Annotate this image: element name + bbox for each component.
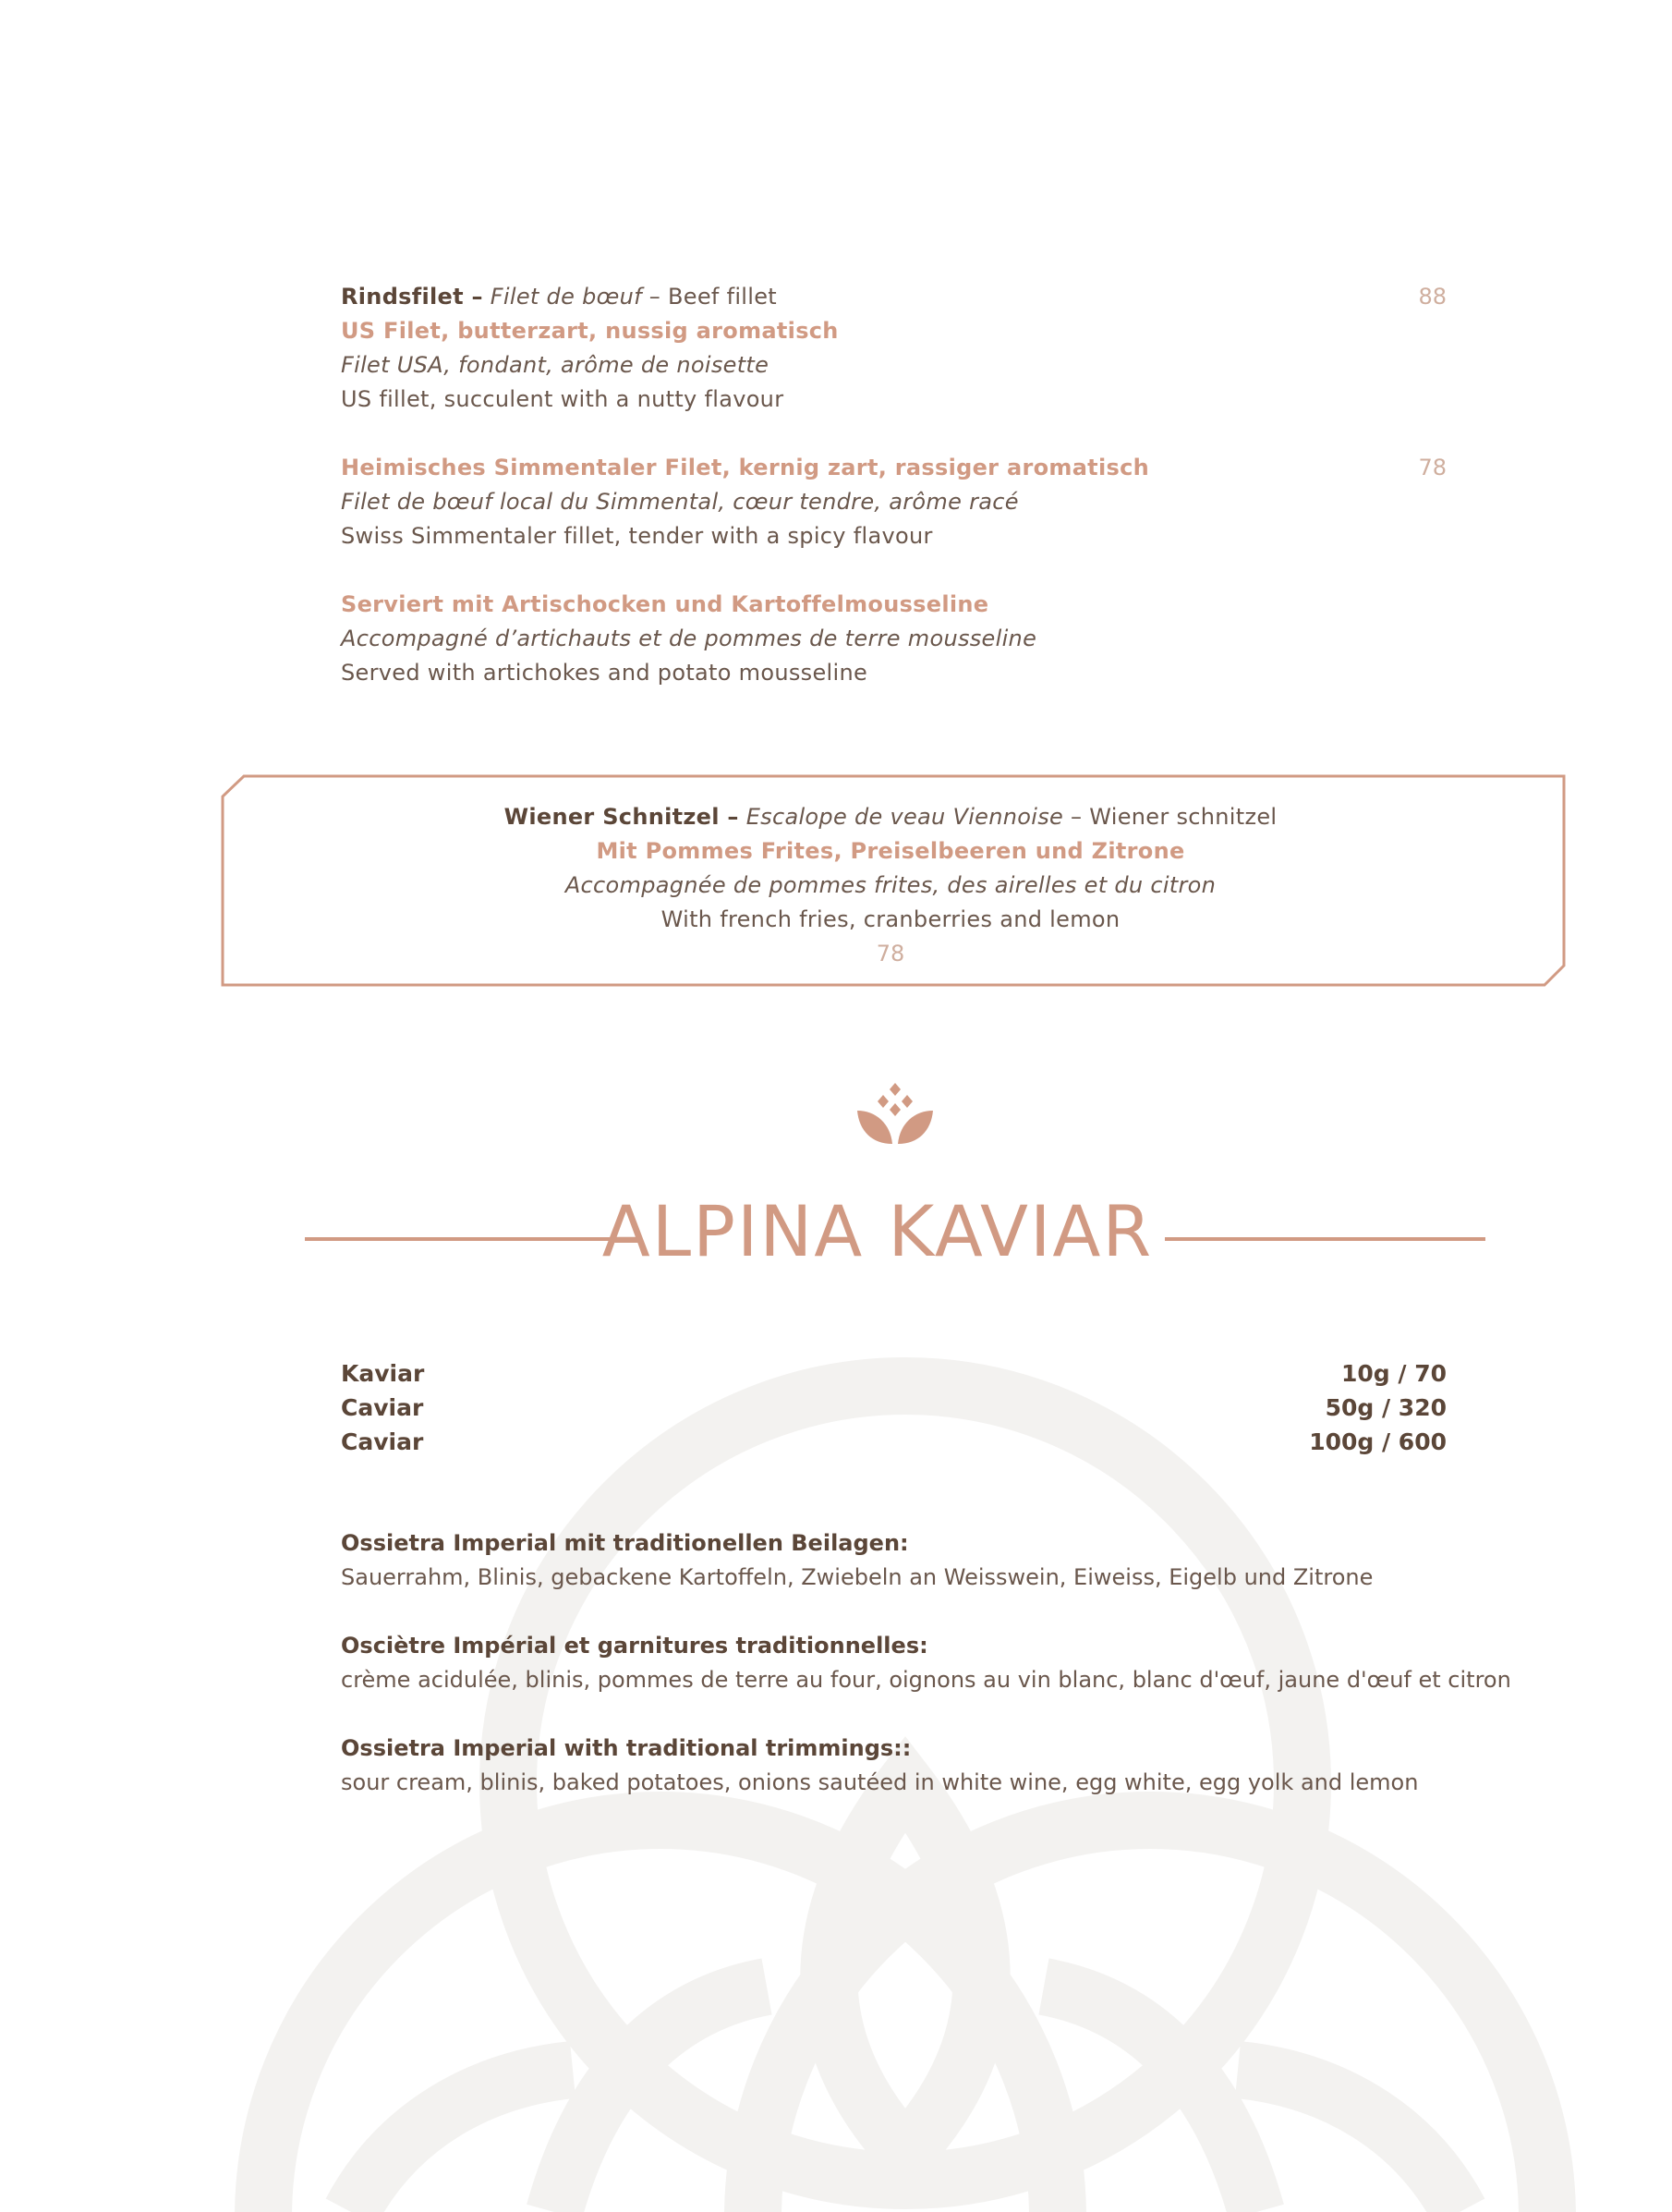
schnitzel-price: 78 (876, 941, 905, 966)
beef-title-en: Beef fillet (668, 284, 778, 310)
trimmings-en-heading: Ossietra Imperial with traditional trimmings:: (341, 1735, 912, 1761)
schnitzel-side-fr: Accompagnée de pommes frites, des airelles et du citron (564, 872, 1217, 898)
caviar-row-name: Caviar (341, 1394, 424, 1421)
trimmings-de-text: Sauerrahm, Blinis, gebackene Kartoffeln, Zwiebeln an Weisswein, Eiweiss, Eigelb und Zitrone (341, 1564, 1374, 1590)
schnitzel-side-de: Mit Pommes Frites, Preiselbeeren und Zitrone (596, 838, 1185, 864)
us-fillet-de: US Filet, butterzart, nussig aromatisch (341, 318, 839, 344)
schnitzel-title-fr: Escalope de veau Viennoise (745, 804, 1064, 830)
simmental-price: 78 (1418, 455, 1447, 480)
section-title: ALPINA KAVIAR (601, 1190, 1154, 1272)
served-fr: Accompagné d’artichauts et de pommes de terre mousseline (341, 626, 1037, 651)
caviar-row-name: Kaviar (341, 1360, 425, 1387)
beef-title-de: Rindsfilet – (341, 284, 483, 310)
simmental-en: Swiss Simmentaler fillet, tender with a spicy flavour (341, 523, 933, 549)
trimmings-de-heading: Ossietra Imperial mit traditionellen Beilagen: (341, 1530, 909, 1556)
simmental-de: Heimisches Simmentaler Filet, kernig zart, rassiger aromatisch (341, 455, 1149, 480)
schnitzel-title-en: Wiener schnitzel (1089, 804, 1278, 830)
schnitzel-title (222, 804, 1559, 830)
us-fillet-fr: Filet USA, fondant, arôme de noisette (341, 352, 769, 378)
simmental-fr: Filet de bœuf local du Simmental, cœur tendre, arôme racé (341, 489, 1019, 515)
caviar-row-price: 100g / 600 (1309, 1428, 1447, 1455)
us-fillet-en: US fillet, succulent with a nutty flavour (341, 386, 784, 412)
schnitzel-side-en: With french fries, cranberries and lemon (660, 906, 1121, 932)
title-rule-left (305, 1237, 626, 1241)
beef-title-sep: – (641, 284, 669, 310)
caviar-row-price: 50g / 320 (1325, 1394, 1447, 1421)
beef-title-fr: Filet de bœuf (490, 284, 642, 310)
served-de: Serviert mit Artischocken und Kartoffelmousseline (341, 591, 989, 617)
served-en: Served with artichokes and potato mousseline (341, 660, 868, 686)
schnitzel-title-de: Wiener Schnitzel – (503, 804, 739, 830)
title-rule-right (1165, 1237, 1485, 1241)
schnitzel-title-sep: – (1063, 804, 1090, 830)
lotus-icon (855, 1079, 935, 1146)
trimmings-fr-text: crème acidulée, blinis, pommes de terre au four, oignons au vin blanc, blanc d'œuf, jaune d'œuf et citron (341, 1667, 1511, 1693)
caviar-row-price: 10g / 70 (1340, 1360, 1447, 1387)
trimmings-fr-heading: Osciètre Impérial et garnitures traditionnelles: (341, 1633, 928, 1659)
schnitzel-frame (0, 0, 1672, 1016)
beef-price: 88 (1418, 284, 1447, 310)
trimmings-en-text: sour cream, blinis, baked potatoes, onions sautéed in white wine, egg white, egg yolk and lemon (341, 1769, 1419, 1795)
caviar-row-name: Caviar (341, 1428, 424, 1455)
